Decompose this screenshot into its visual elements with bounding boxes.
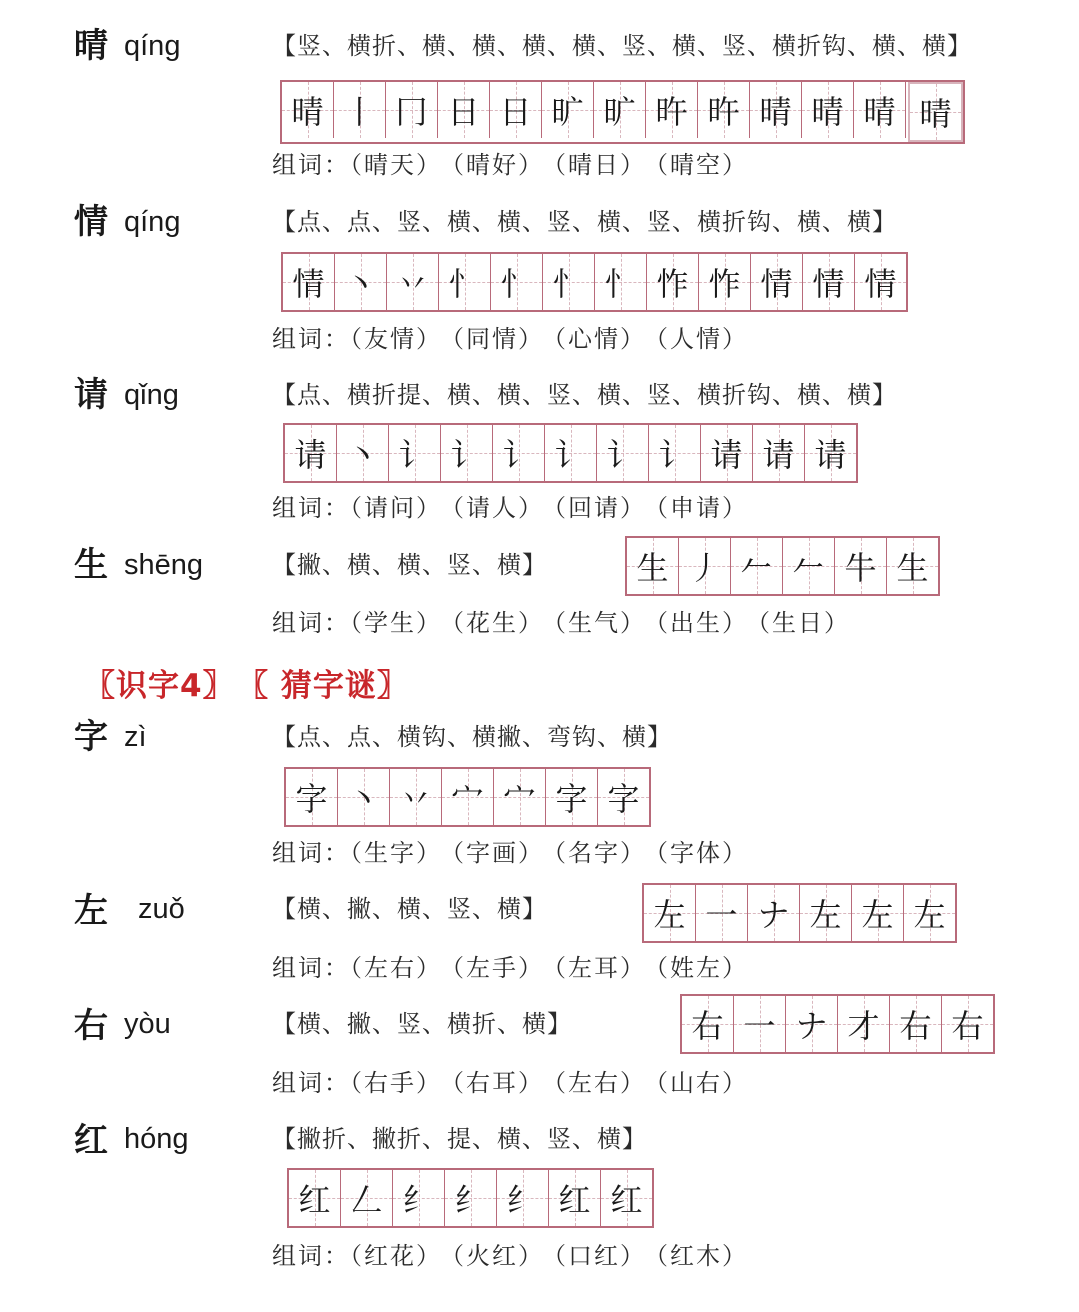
stroke-cell: 忄 [439, 254, 491, 310]
pinyin: hóng [124, 1123, 189, 1155]
stroke-cell: ナ [786, 996, 838, 1052]
stroke-cell: 讠 [597, 425, 649, 481]
stroke-order-text: 【横、撇、竖、横折、横】 [272, 1010, 572, 1038]
character: 情 [74, 202, 108, 242]
stroke-cell: 讠 [493, 425, 545, 481]
word: （口红） [554, 1242, 646, 1270]
word: （花生） [452, 609, 544, 637]
stroke-cell: ナ [748, 885, 800, 941]
word: （右耳） [452, 1069, 544, 1097]
word-list [272, 836, 758, 870]
word: （晴空） [656, 151, 748, 179]
character: 生 [74, 545, 108, 585]
word: （同情） [452, 325, 544, 353]
stroke-cell: 生 [627, 538, 679, 594]
stroke-cell: 右 [682, 996, 734, 1052]
stroke-cell: 日 [438, 82, 490, 138]
stroke-cell: 宀 [494, 769, 546, 825]
lesson-title: 〖识字4〗 [84, 668, 235, 704]
stroke-cell: 晴 [854, 82, 906, 138]
words-label: 组词： [272, 839, 350, 867]
stroke-cell: 忄 [491, 254, 543, 310]
word: （山右） [656, 1069, 748, 1097]
stroke-cell: 丨 [334, 82, 386, 138]
stroke-cell: 纟 [497, 1170, 549, 1226]
stroke-cell: 讠 [545, 425, 597, 481]
stroke-cell: 旷 [594, 82, 646, 138]
word: （生字） [350, 839, 442, 867]
topic-title: 〖 猜字谜〗 [252, 668, 409, 704]
stroke-order-text: 【点、点、竖、横、横、竖、横、竖、横折钩、横、横】 [272, 208, 897, 236]
stroke-cell: 字 [546, 769, 598, 825]
word: （火红） [452, 1242, 544, 1270]
stroke-grid [281, 252, 908, 312]
stroke-cell: 右 [942, 996, 993, 1052]
word-list [272, 148, 758, 182]
stroke-cell: 晴 [908, 82, 963, 142]
word: （左右） [554, 1069, 646, 1097]
stroke-cell: 红 [549, 1170, 601, 1226]
stroke-cell: 𠃋 [341, 1170, 393, 1226]
stroke-cell: 字 [598, 769, 649, 825]
word: （生日） [758, 609, 850, 637]
stroke-cell: 宀 [442, 769, 494, 825]
stroke-cell: 丿 [679, 538, 731, 594]
stroke-grid [287, 1168, 654, 1228]
words-label: 组词： [272, 954, 350, 982]
stroke-cell: 情 [855, 254, 906, 310]
stroke-grid [284, 767, 651, 827]
word: （心情） [554, 325, 646, 353]
stroke-cell: 生 [887, 538, 938, 594]
word: （出生） [656, 609, 748, 637]
stroke-cell: 请 [805, 425, 856, 481]
word: （晴日） [554, 151, 646, 179]
stroke-order-text: 【点、点、横钩、横撇、弯钩、横】 [272, 723, 672, 751]
stroke-cell: 丷 [390, 769, 442, 825]
stroke-grid [625, 536, 940, 596]
word: （生气） [554, 609, 646, 637]
word: （左手） [452, 954, 544, 982]
word: （请问） [350, 494, 442, 522]
stroke-grid [642, 883, 957, 943]
stroke-cell: 晴 [282, 82, 334, 138]
stroke-cell: 旷 [542, 82, 594, 138]
pinyin: shēng [124, 549, 204, 581]
stroke-grid [680, 994, 995, 1054]
word: （字体） [656, 839, 748, 867]
pinyin: zì [124, 721, 147, 753]
stroke-cell: 纟 [445, 1170, 497, 1226]
word: （回请） [554, 494, 646, 522]
stroke-cell: 讠 [389, 425, 441, 481]
stroke-order-text: 【撇、横、横、竖、横】 [272, 551, 547, 579]
word: （晴天） [350, 151, 442, 179]
word: （人情） [656, 325, 748, 353]
word-list [272, 491, 758, 525]
stroke-cell: 怍 [647, 254, 699, 310]
character: 字 [74, 717, 108, 757]
stroke-cell: 旿 [646, 82, 698, 138]
word: （友情） [350, 325, 442, 353]
stroke-cell: 牛 [835, 538, 887, 594]
words-label: 组词： [272, 325, 350, 353]
pinyin: qǐng [124, 379, 179, 411]
stroke-cell: 丶 [335, 254, 387, 310]
stroke-cell: 字 [286, 769, 338, 825]
word: （右手） [350, 1069, 442, 1097]
words-label: 组词： [272, 1242, 350, 1270]
stroke-order-text: 【撇折、撇折、提、横、竖、横】 [272, 1125, 647, 1153]
stroke-cell: 旿 [698, 82, 750, 138]
stroke-cell: 请 [285, 425, 337, 481]
stroke-cell: 情 [803, 254, 855, 310]
stroke-cell: 丷 [387, 254, 439, 310]
stroke-grid [280, 80, 965, 144]
stroke-cell: 才 [838, 996, 890, 1052]
stroke-cell: 红 [289, 1170, 341, 1226]
word: （申请） [656, 494, 748, 522]
stroke-cell: 左 [852, 885, 904, 941]
character: 晴 [74, 26, 108, 66]
word: （字画） [452, 839, 544, 867]
word-list [272, 951, 758, 985]
stroke-cell: 𠂉 [731, 538, 783, 594]
stroke-cell: 左 [904, 885, 955, 941]
stroke-order-text: 【竖、横折、横、横、横、横、竖、横、竖、横折钩、横、横】 [272, 32, 972, 60]
word: （晴好） [452, 151, 544, 179]
pinyin: zuǒ [138, 893, 185, 925]
stroke-cell: 请 [701, 425, 753, 481]
words-label: 组词： [272, 609, 350, 637]
word: （姓左） [656, 954, 748, 982]
stroke-cell: 丶 [338, 769, 390, 825]
stroke-cell: 一 [696, 885, 748, 941]
stroke-cell: 左 [644, 885, 696, 941]
stroke-cell: 一 [734, 996, 786, 1052]
word-list [272, 322, 758, 356]
stroke-cell: 红 [601, 1170, 652, 1226]
stroke-order-text: 【横、撇、横、竖、横】 [272, 895, 547, 923]
pinyin: qíng [124, 206, 181, 238]
word: （请人） [452, 494, 544, 522]
stroke-cell: 丶 [337, 425, 389, 481]
pinyin: yòu [124, 1008, 171, 1040]
stroke-cell: 右 [890, 996, 942, 1052]
stroke-cell: 怍 [699, 254, 751, 310]
stroke-cell: 纟 [393, 1170, 445, 1226]
word: （左耳） [554, 954, 646, 982]
stroke-cell: 情 [283, 254, 335, 310]
stroke-cell: 冂 [386, 82, 438, 138]
words-label: 组词： [272, 494, 350, 522]
stroke-cell: 讠 [441, 425, 493, 481]
stroke-grid [283, 423, 858, 483]
character: 左 [74, 891, 108, 931]
stroke-cell: 左 [800, 885, 852, 941]
stroke-cell: 忄 [543, 254, 595, 310]
section-heading [84, 660, 427, 705]
word-list [272, 1239, 758, 1273]
words-label: 组词： [272, 1069, 350, 1097]
word: （左右） [350, 954, 442, 982]
word: （红木） [656, 1242, 748, 1270]
word: （名字） [554, 839, 646, 867]
stroke-order-text: 【点、横折提、横、横、竖、横、竖、横折钩、横、横】 [272, 381, 897, 409]
stroke-cell: 日 [490, 82, 542, 138]
stroke-cell: 讠 [649, 425, 701, 481]
character: 请 [74, 375, 108, 415]
words-label: 组词： [272, 151, 350, 179]
pinyin: qíng [124, 30, 181, 62]
stroke-cell: 𠂉 [783, 538, 835, 594]
stroke-cell: 晴 [750, 82, 802, 138]
stroke-cell: 情 [751, 254, 803, 310]
word: （学生） [350, 609, 442, 637]
word: （红花） [350, 1242, 442, 1270]
word-list [272, 1066, 758, 1100]
stroke-cell: 忄 [595, 254, 647, 310]
stroke-cell: 请 [753, 425, 805, 481]
stroke-cell: 晴 [802, 82, 854, 138]
character: 红 [74, 1121, 108, 1161]
character: 右 [74, 1006, 108, 1046]
word-list [272, 606, 860, 640]
